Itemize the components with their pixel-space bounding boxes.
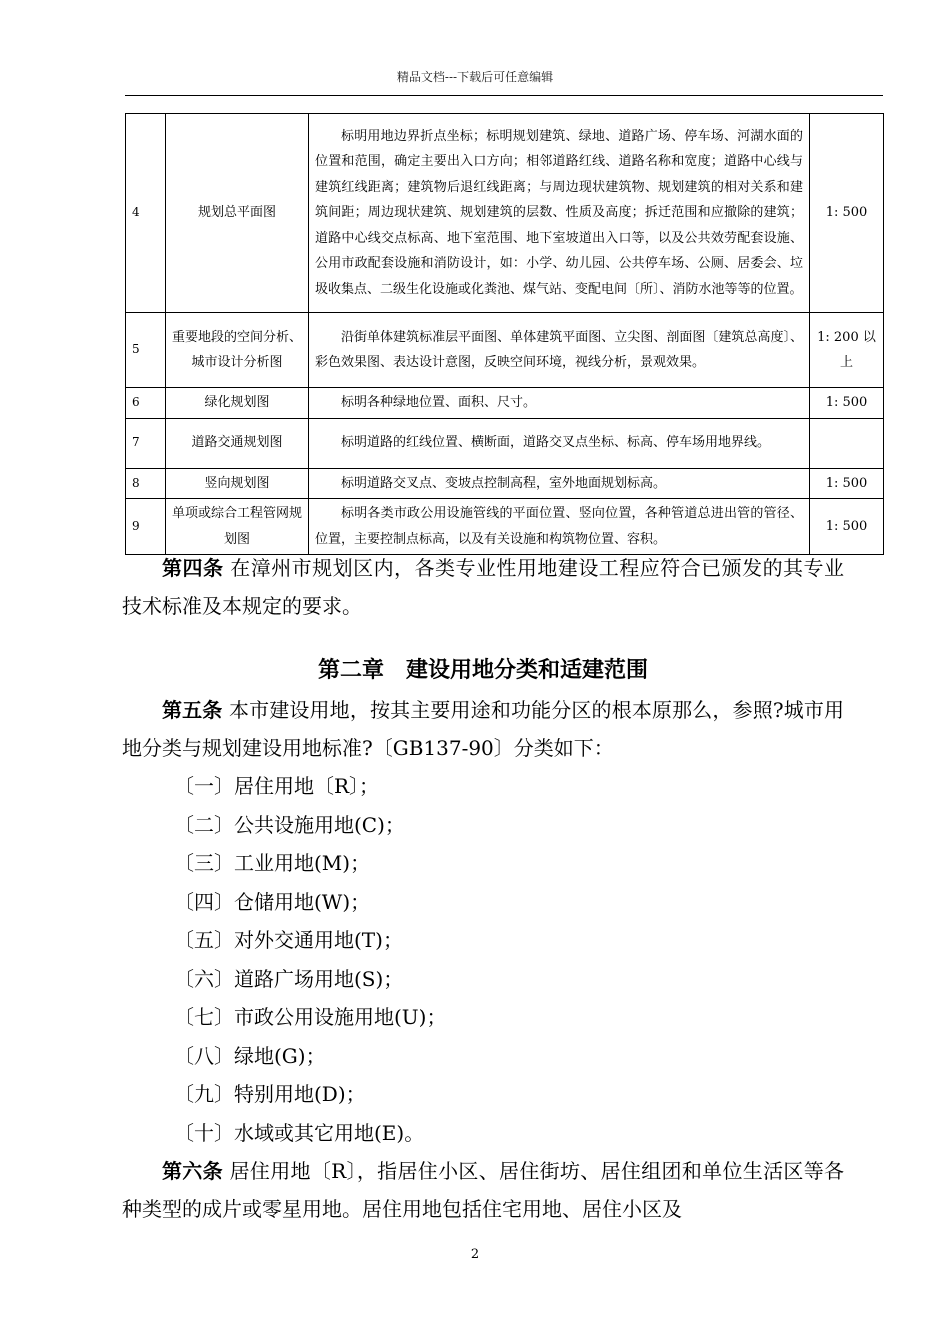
list-item: 〔七〕市政公用设施用地(U)； (174, 1005, 447, 1029)
list-item: 〔六〕道路广场用地(S)； (174, 966, 404, 991)
land-category-list (122, 767, 844, 1152)
article-4 (122, 549, 844, 625)
list-item: 〔一〕居住用地〔R〕； (174, 774, 380, 798)
article-5 (122, 691, 844, 767)
drawing-scale: 1: 500 (810, 468, 884, 499)
drawing-description: 标明道路交叉点、变坡点控制高程，室外地面规划标高。 (309, 468, 810, 499)
list-item: 〔九〕特别用地(D)； (174, 1082, 366, 1106)
drawing-description: 标明各类市政公用设施管线的平面位置、竖向位置，各种管道总进出管的管径、位置，主要控制点标高，以及有关设施和构筑物位置、容积。 (309, 499, 810, 555)
drawing-name: 道路交通规划图 (166, 418, 309, 468)
article-text: 本市建设用地，按其主要用途和功能分区的根本原那么，参照?城市用地分类与规划建设用地标准?〔GB137-90〕分类如下： (122, 698, 845, 760)
article-label: 第五条 (162, 698, 223, 722)
chapter-title: 第二章 建设用地分类和适建范围 (317, 658, 648, 683)
drawing-description: 标明各种绿地位置、面积、尺寸。 (309, 388, 810, 419)
drawing-description: 沿街单体建筑标准层平面图、单体建筑平面图、立尖图、剖面图〔建筑总高度〕、彩色效果图、表达设计意图，反映空间环境，视线分析，景观效果。 (309, 313, 810, 388)
table-row (126, 468, 884, 499)
table-row (126, 114, 884, 313)
drawing-scale: 1: 500 (810, 388, 884, 419)
drawing-description: 标明道路的红线位置、横断面，道路交叉点坐标、标高、停车场用地界线。 (309, 418, 810, 468)
page-number: 2 (470, 1247, 480, 1262)
list-item: 〔五〕对外交通用地(T)； (174, 928, 403, 952)
drawing-name: 竖向规划图 (166, 468, 309, 499)
drawing-name: 重要地段的空间分析、城市设计分析图 (166, 313, 309, 388)
row-number: 6 (126, 388, 166, 419)
drawing-scale (810, 418, 884, 468)
list-item: 〔四〕仓储用地(W)； (174, 889, 371, 914)
article-text: 居住用地〔R〕，指居住小区、居住街坊、居住组团和单位生活区等各种类型的成片或零星用地。居住用地包括住宅用地、居住小区及 (122, 1159, 845, 1221)
table-row (126, 388, 884, 419)
row-number: 8 (126, 468, 166, 499)
article-label: 第四条 (162, 556, 224, 580)
row-number: 7 (126, 418, 166, 468)
table-row (126, 313, 884, 388)
list-item: 〔二〕公共设施用地(C)； (174, 812, 405, 837)
list-item: 〔三〕工业用地(M)； (174, 851, 371, 875)
row-number: 4 (126, 114, 166, 313)
article-6 (122, 1152, 844, 1228)
drawing-scale: 1: 500 (810, 114, 884, 313)
drawing-name: 单项或综合工程管网规划图 (166, 499, 309, 555)
drawing-name: 规划总平面图 (166, 114, 309, 313)
drawing-name: 绿化规划图 (166, 388, 309, 419)
page-header: 精品文档---下载后可任意编辑 (396, 70, 554, 84)
drawing-scale: 1: 200 以上 (810, 313, 884, 388)
drawing-scale: 1: 500 (810, 499, 884, 555)
header-rule (125, 95, 883, 96)
body-text (122, 549, 844, 1228)
row-number: 5 (126, 313, 166, 388)
list-item: 〔十〕水域或其它用地(E)。 (174, 1120, 425, 1145)
table-row (126, 418, 884, 468)
article-label: 第六条 (162, 1159, 223, 1183)
row-number: 9 (126, 499, 166, 555)
drawing-requirements-table (125, 113, 884, 555)
table-row (126, 499, 884, 555)
drawing-description: 标明用地边界折点坐标；标明规划建筑、绿地、道路广场、停车场、河湖水面的位置和范围，确定主要出入口方向；相邻道路红线、道路名称和宽度；道路中心线与建筑红线距离；建筑物后退红线距离；与周边现状建筑物、规划建筑的相对关系和建筑间距；周边现状建筑、规划建筑的层数、性质及高度；拆迁范围和应撤除的建筑；道路中心线交点标高、地下室范围、地下室坡道出入口等，以及公共效劳配套设施、公用市政配套设施和消防设计，如：小学、幼儿园、公共停车场、公厕、居委会、垃圾收集点、二级生化设施或化粪池、煤气站、变配电间〔所〕、消防水池等等的位置。 (309, 114, 810, 313)
list-item: 〔八〕绿地(G)； (174, 1043, 326, 1068)
article-text: 在漳州市规划区内，各类专业性用地建设工程应符合已颁发的其专业技术标准及本规定的要求。 (122, 556, 845, 618)
